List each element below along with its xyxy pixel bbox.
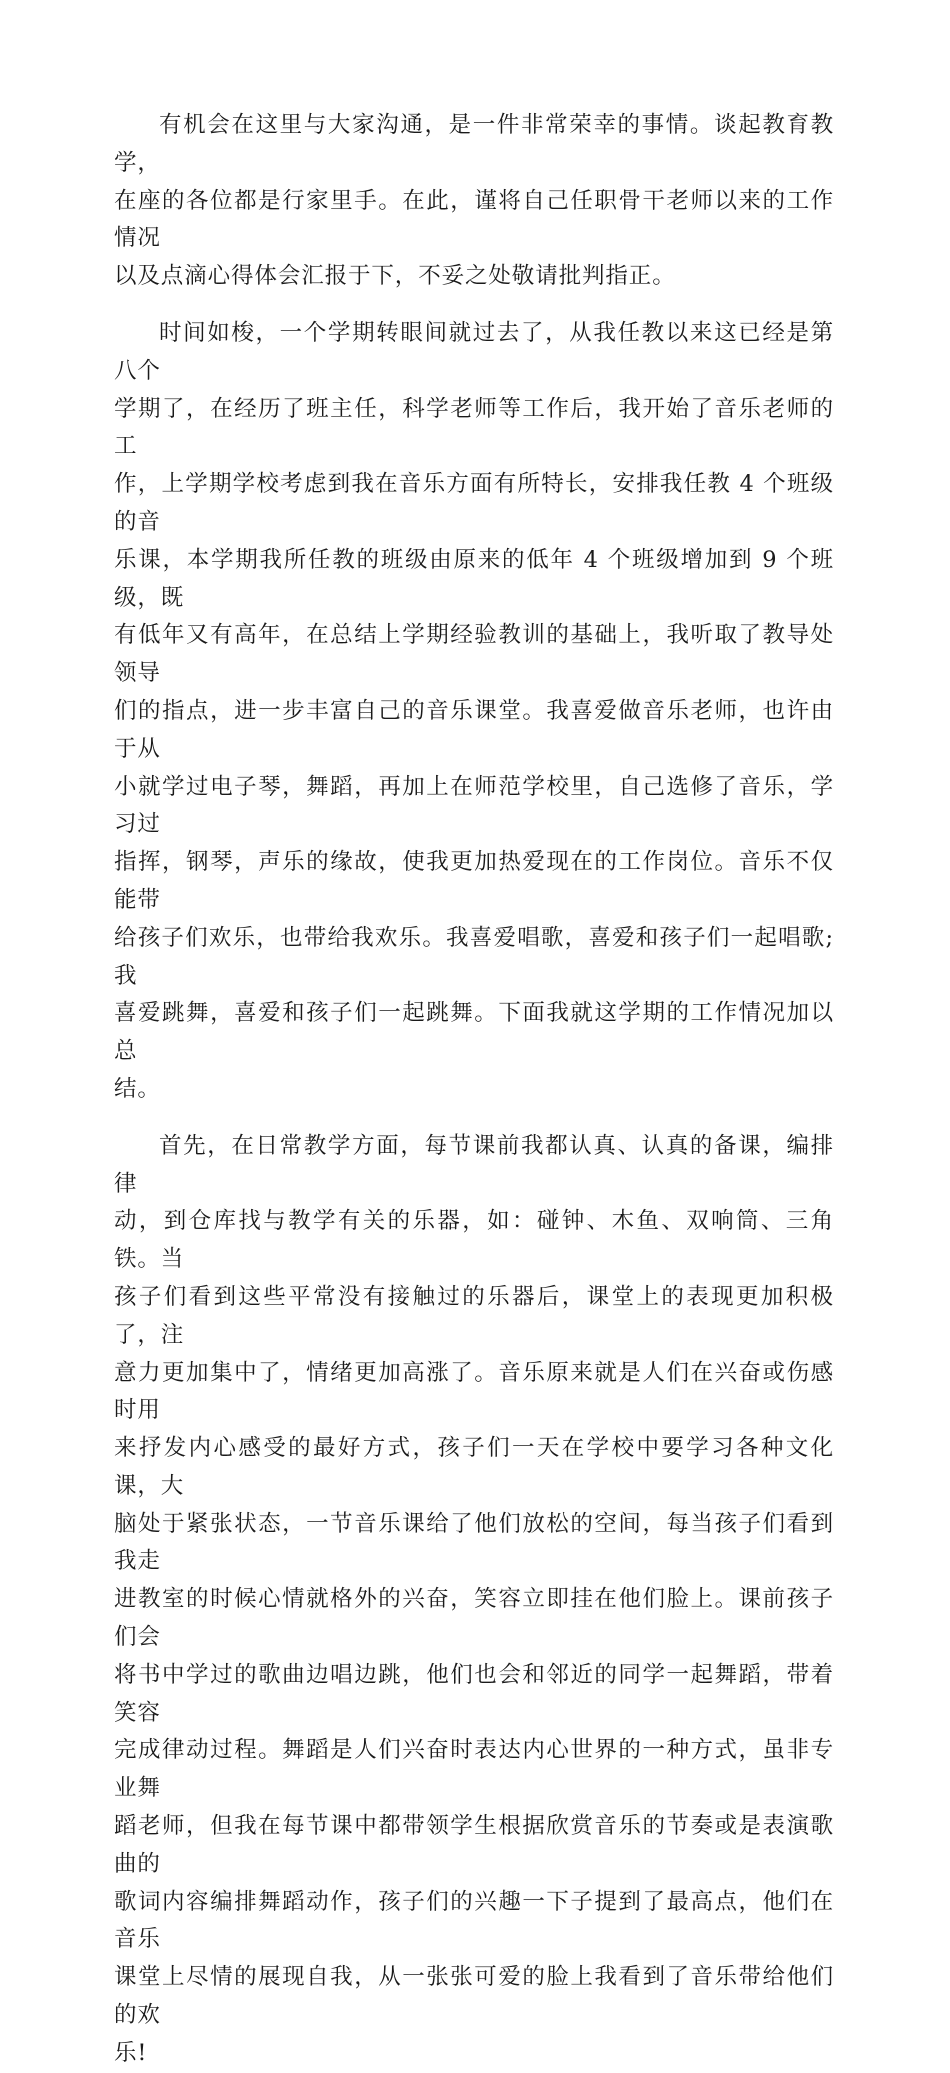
document-body — [114, 107, 834, 2073]
paragraph-teaching-history: 时间如梭，一个学期转眼间就过去了，从我任教以来这已经是第八个 学期了，在经历了班主任，科学老师等工作后，我开始了音乐老师的工 作，上学期学校考虑到我在音乐方面有所特长，安排我任教 4 个班级的音 乐课，本学期我所任教的班级由原来的低年 4 个班级增加到 9 个班级，既 有低年又有高年，在总结上学期经验教训的基础上，我听取了教导处领导 们的指点，进一步丰富自己的音乐课堂。我喜爱做音乐老师，也许由于从 小就学过电子琴，舞蹈，再加上在师范学校里，自己选修了音乐，学习过 指挥，钢琴，声乐的缘故，使我更加热爱现在的工作岗位。音乐不仅能带 给孩子们欢乐，也带给我欢乐。我喜爱唱歌，喜爱和孩子们一起唱歌;我 喜爱跳舞，喜爱和孩子们一起跳舞。下面我就这学期的工作情况加以总 结。 — [114, 319, 834, 1102]
paragraph-intro: 有机会在这里与大家沟通，是一件非常荣幸的事情。谈起教育教学， 在座的各位都是行家里手。在此，谨将自己任职骨干老师以来的工作情况 以及点滴心得体会汇报于下，不妥之处敬请批判指正。 — [114, 112, 834, 290]
paragraph-daily-teaching: 首先，在日常教学方面，每节课前我都认真、认真的备课，编排律 动，到仓库找与教学有关的乐器，如：碰钟、木鱼、双响筒、三角铁。当 孩子们看到这些平常没有接触过的乐器后，课堂上的表现更加积极了，注 意力更加集中了，情绪更加高涨了。音乐原来就是人们在兴奋或伤感时用 来抒发内心感受的最好方式，孩子们一天在学校中要学习各种文化课，大 脑处于紧张状态，一节音乐课给了他们放松的空间，每当孩子们看到我走 进教室的时候心情就格外的兴奋，笑容立即挂在他们脸上。课前孩子们会 将书中学过的歌曲边唱边跳，他们也会和邻近的同学一起舞蹈，带着笑容 完成律动过程。舞蹈是人们兴奋时表达内心世界的一种方式，虽非专业舞 蹈老师，但我在每节课中都带领学生根据欣赏音乐的节奏或是表演歌曲的 歌词内容编排舞蹈动作，孩子们的兴趣一下子提到了最高点，他们在音乐 课堂上尽情的展现自我，从一张张可爱的脸上我看到了音乐带给他们的欢 乐! — [114, 1132, 834, 2066]
